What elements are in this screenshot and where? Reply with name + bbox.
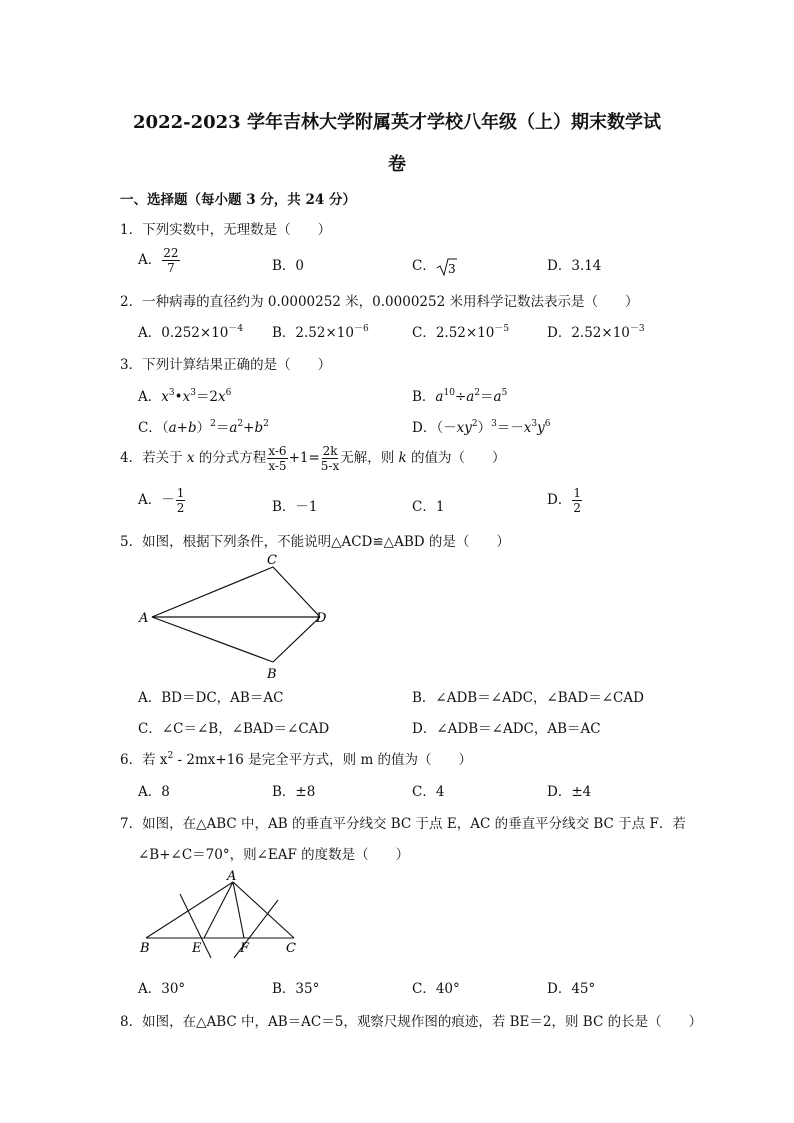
q6-option-c: C．4: [412, 784, 445, 800]
q4-option-b: B．－1: [272, 499, 318, 515]
q3-option-c: C．$(a+b)^2=a^2+b^2$: [138, 419, 269, 436]
q7-triangle-figure: [136, 868, 306, 963]
question-5-stem: 5．如图，根据下列条件，不能说明△ACD≌△ABD 的是（ ）: [120, 534, 510, 550]
q5-option-b: B．∠ADB＝∠ADC，∠BAD＝∠CAD: [412, 690, 644, 706]
q7-option-b: B．35°: [272, 981, 320, 997]
label-F: F: [240, 941, 250, 956]
q5-option-c: C．∠C＝∠B，∠BAD＝∠CAD: [138, 721, 330, 737]
q2-option-a: A．$0.252\times 10^{-4}$: [138, 324, 244, 341]
q6-option-a: A．8: [138, 784, 170, 800]
q3-option-a: A．$x^3•x^3=2x^6$: [138, 388, 232, 405]
question-1-stem: 1．下列实数中，无理数是（ ）: [120, 222, 332, 238]
question-7-stem-line2: ∠B+∠C＝70°，则∠EAF 的度数是（ ）: [138, 847, 410, 863]
label-A: A: [139, 611, 149, 626]
label-C: C: [267, 553, 277, 568]
label-D: D: [316, 611, 327, 626]
q6-option-d: D．±4: [547, 784, 592, 800]
q4-option-a: A．－ $\frac{1}{2}$: [138, 486, 185, 515]
q1-option-d: D．3.14: [547, 258, 602, 274]
question-7-stem-line1: 7．如图，在△ABC 中，AB 的垂直平分线交 BC 于点 E，AC 的垂直平分线交 BC 于点 F．若: [120, 816, 686, 832]
q1-option-c: C． 3: [412, 254, 458, 277]
q4-option-d: D． $\frac{1}{2}$: [547, 486, 581, 515]
q7-option-a: A．30°: [138, 981, 186, 997]
question-6-stem: 6．若 $x^2 - 2mx+16$ 是完全平方式，则 m 的值为（ ）: [120, 751, 473, 768]
q2-option-d: D．$2.52\times 10^{-3}$: [547, 324, 645, 341]
question-3-stem: 3．下列计算结果正确的是（ ）: [120, 357, 332, 373]
question-2-stem: 2．一种病毒的直径约为 0.0000252 米，0.0000252 米用科学记数法表示是（ ）: [120, 294, 639, 310]
q7-option-c: C．40°: [412, 981, 460, 997]
q1-option-a: A． $\frac{22}{7}$: [138, 246, 179, 275]
q3-option-b: B．$a^{10}\div a^2=a^5$: [412, 388, 508, 405]
label-B: B: [267, 667, 277, 682]
svg-text:3: 3: [447, 261, 456, 276]
label-C: C: [286, 941, 296, 956]
label-B: B: [140, 941, 150, 956]
q6-option-b: B．±8: [272, 784, 316, 800]
q4-option-c: C．1: [412, 499, 445, 515]
label-A: A: [227, 869, 237, 884]
page-title-continued: 卷: [388, 154, 406, 175]
page-title: 2022-2023 学年吉林大学附属英才学校八年级（上）期末数学试: [133, 112, 661, 133]
q3-option-d: D．$(-xy^2)^3=-x^3y^6$: [412, 419, 551, 436]
q2-option-c: C．$2.52\times 10^{-5}$: [412, 324, 510, 341]
q5-kite-figure: [136, 552, 336, 682]
section-heading: 一、选择题（每小题 3 分，共 24 分）: [120, 192, 356, 208]
square-root-sign: [436, 257, 458, 277]
question-8-stem: 8．如图，在△ABC 中，AB＝AC＝5，观察尺规作图的痕迹，若 BE＝2，则 BC 的长是（ ）: [120, 1014, 703, 1030]
q5-option-d: D．∠ADB＝∠ADC，AB＝AC: [412, 721, 601, 737]
question-4-stem: 4．若关于 x 的分式方程 $\frac{x-6}{x-5}$ +1= $\frac{2k}{5-x}$ 无解，则 k 的值为（ ）: [120, 444, 506, 473]
q5-option-a: A．BD＝DC，AB＝AC: [138, 690, 284, 706]
q1-option-b: B．0: [272, 258, 305, 274]
q7-option-d: D．45°: [547, 981, 596, 997]
label-E: E: [192, 941, 202, 956]
q2-option-b: B．$2.52\times 10^{-6}$: [272, 324, 369, 341]
